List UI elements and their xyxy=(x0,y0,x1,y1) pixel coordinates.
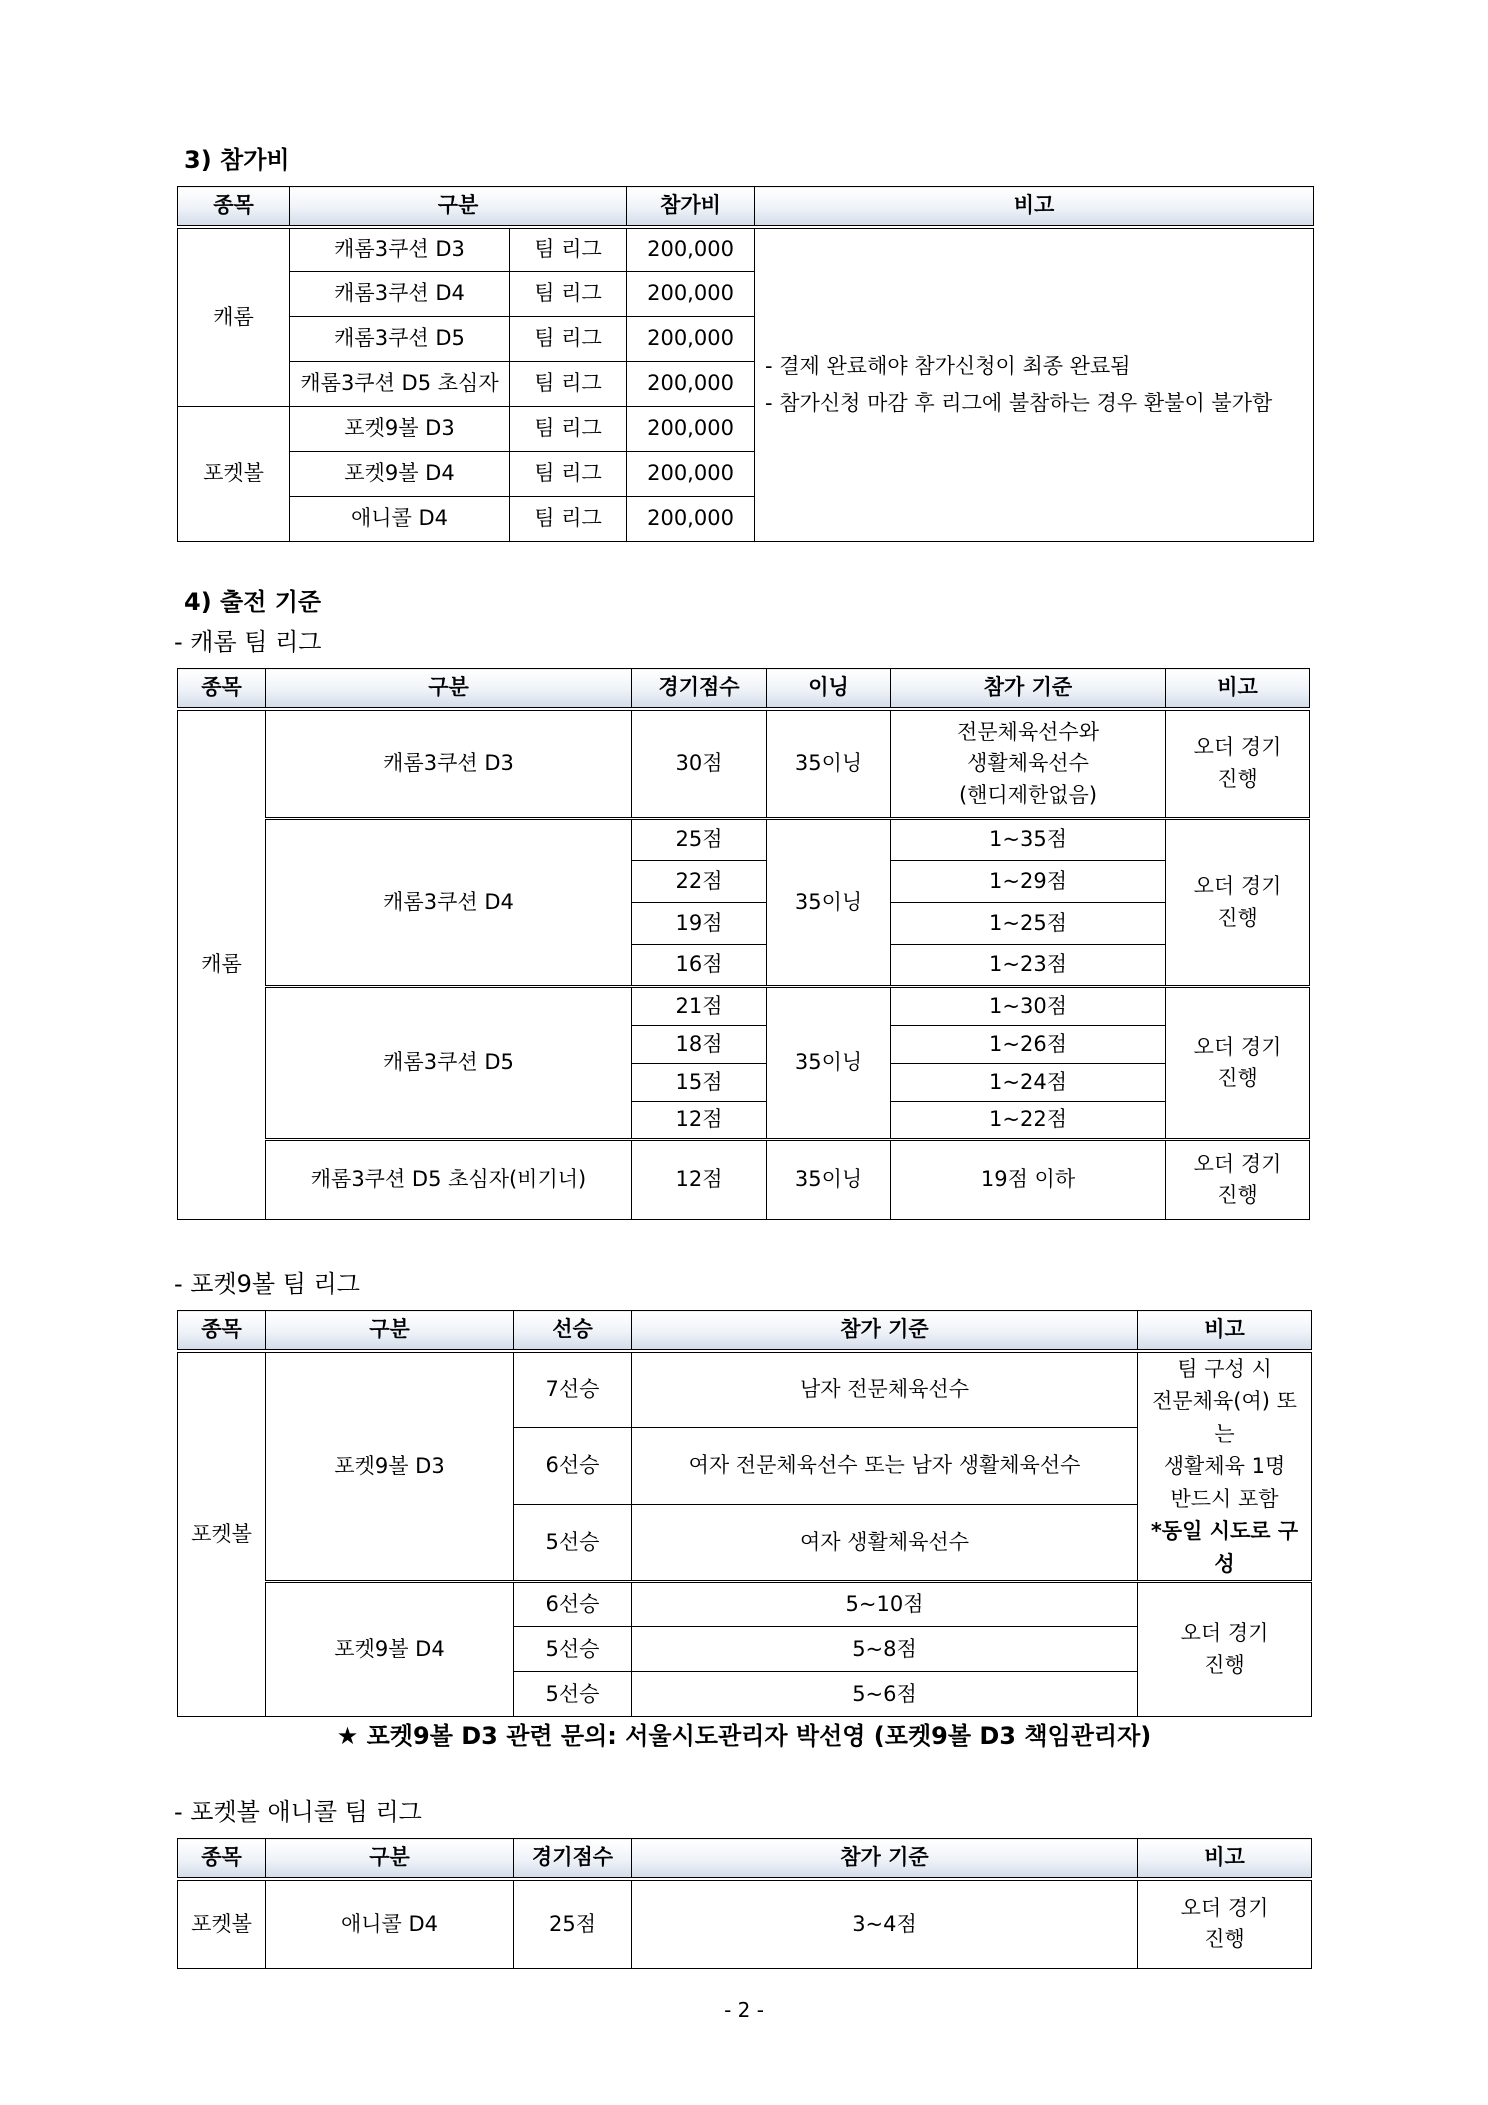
fee-group-pocketball: 포켓볼 xyxy=(178,407,290,542)
pocket9-d3-note xyxy=(1138,1351,1312,1582)
carom-group: 캐롬 xyxy=(178,709,266,1220)
pocket9-d3-wins: 5선승 xyxy=(514,1505,632,1582)
pocket9-d4-wins: 5선승 xyxy=(514,1672,632,1717)
carom-d5-score: 18점 xyxy=(632,1026,767,1064)
anycall-criteria: 3~4점 xyxy=(632,1879,1138,1969)
pocket9-d3-note-line: 생활체육 1명 xyxy=(1163,1454,1286,1479)
carom-d4-criteria: 1~25점 xyxy=(891,903,1166,945)
anycall-table xyxy=(177,1838,1312,1969)
anycall-category: 애니콜 D4 xyxy=(266,1879,514,1969)
pocket9-d3-wins: 6선승 xyxy=(514,1428,632,1505)
fee-row-amount: 200,000 xyxy=(627,362,755,407)
anycall-event: 포켓볼 xyxy=(178,1879,266,1969)
carom-d4-inning: 35이닝 xyxy=(767,819,891,987)
fee-row-name: 애니콜 D4 xyxy=(290,497,510,542)
fee-header-event: 종목 xyxy=(178,187,290,227)
carom-beginner-name: 캐롬3쿠션 D5 초심자(비기너) xyxy=(266,1140,632,1220)
pocket9-header-criteria: 참가 기준 xyxy=(632,1311,1138,1351)
carom-d3-criteria-line: 생활체육선수 xyxy=(967,751,1089,775)
fee-row-name: 캐롬3쿠션 D4 xyxy=(290,272,510,317)
pocket9-d3-criteria: 여자 전문체육선수 또는 남자 생활체육선수 xyxy=(632,1428,1138,1505)
pocket9-subheading: - 포켓9볼 팀 리그 xyxy=(174,1270,360,1298)
fee-row-name: 캐롬3쿠션 D5 초심자 xyxy=(290,362,510,407)
fee-heading: 3) 참가비 xyxy=(184,146,290,174)
carom-header-remarks: 비고 xyxy=(1166,669,1310,709)
pocket9-group: 포켓볼 xyxy=(178,1351,266,1717)
anycall-note xyxy=(1138,1879,1312,1969)
carom-header-score: 경기점수 xyxy=(632,669,767,709)
fee-row-name: 포켓9볼 D4 xyxy=(290,452,510,497)
fee-row-type: 팀 리그 xyxy=(510,272,627,317)
carom-header-inning: 이닝 xyxy=(767,669,891,709)
carom-d3-criteria-line: 전문체육선수와 xyxy=(956,719,1099,744)
fee-row-amount: 200,000 xyxy=(627,272,755,317)
carom-beginner-note-line: 진행 xyxy=(1217,1183,1258,1207)
carom-d5-score: 15점 xyxy=(632,1064,767,1102)
carom-table xyxy=(177,668,1310,1220)
carom-d3-note-line: 오더 경기 xyxy=(1193,735,1282,760)
carom-d5-score: 21점 xyxy=(632,987,767,1026)
carom-d4-criteria: 1~23점 xyxy=(891,945,1166,987)
carom-d5-criteria: 1~30점 xyxy=(891,987,1166,1026)
pocket9-d3-criteria: 여자 생활체육선수 xyxy=(632,1505,1138,1582)
pocket9-d4-note-line: 진행 xyxy=(1204,1652,1245,1677)
pocket9-header-remarks: 비고 xyxy=(1138,1311,1312,1351)
fee-row-type: 팀 리그 xyxy=(510,452,627,497)
carom-d4-criteria: 1~29점 xyxy=(891,861,1166,903)
pocket9-d4-criteria: 5~10점 xyxy=(632,1582,1138,1627)
pocket9-header-wins: 선승 xyxy=(514,1311,632,1351)
carom-beginner-note xyxy=(1166,1140,1310,1220)
fee-note-line: - 결제 완료해야 참가신청이 최종 완료됨 xyxy=(765,354,1131,378)
carom-d4-note xyxy=(1166,819,1310,987)
pocket9-d4-wins: 5선승 xyxy=(514,1627,632,1672)
fee-row-name: 캐롬3쿠션 D3 xyxy=(290,227,510,272)
page-number: - 2 - xyxy=(724,1998,764,2022)
carom-d3-name: 캐롬3쿠션 D3 xyxy=(266,709,632,819)
pocket9-d3-note-bold: *동일 시도로 구성 xyxy=(1150,1519,1299,1576)
carom-d5-criteria: 1~22점 xyxy=(891,1102,1166,1140)
carom-beginner-criteria: 19점 이하 xyxy=(891,1140,1166,1220)
pocket9-d3-note-line: 팀 구성 시 xyxy=(1177,1356,1272,1381)
carom-d5-name: 캐롬3쿠션 D5 xyxy=(266,987,632,1140)
pocket9-d3-wins: 7선승 xyxy=(514,1351,632,1428)
anycall-note-line: 진행 xyxy=(1204,1927,1245,1952)
fee-header-fee: 참가비 xyxy=(627,187,755,227)
carom-d4-score: 16점 xyxy=(632,945,767,987)
carom-header-event: 종목 xyxy=(178,669,266,709)
pocket9-d4-name: 포켓9볼 D4 xyxy=(266,1582,514,1717)
carom-d3-score: 30점 xyxy=(632,709,767,819)
carom-d3-note xyxy=(1166,709,1310,819)
carom-d5-score: 12점 xyxy=(632,1102,767,1140)
pocket9-d3-criteria: 남자 전문체육선수 xyxy=(632,1351,1138,1428)
fee-row-amount: 200,000 xyxy=(627,497,755,542)
fee-row-amount: 200,000 xyxy=(627,227,755,272)
carom-d3-criteria-line: (핸디제한없음) xyxy=(958,782,1098,807)
pocket9-header-event: 종목 xyxy=(178,1311,266,1351)
carom-beginner-score: 12점 xyxy=(632,1140,767,1220)
fee-row-name: 캐롬3쿠션 D5 xyxy=(290,317,510,362)
fee-row-type: 팀 리그 xyxy=(510,227,627,272)
pocket9-header-category: 구분 xyxy=(266,1311,514,1351)
carom-d5-criteria: 1~26점 xyxy=(891,1026,1166,1064)
fee-note-line: - 참가신청 마감 후 리그에 불참하는 경우 환불이 불가함 xyxy=(765,390,1273,415)
fee-row-name: 포켓9볼 D3 xyxy=(290,407,510,452)
pocket9-d4-criteria: 5~8점 xyxy=(632,1627,1138,1672)
anycall-header-criteria: 참가 기준 xyxy=(632,1839,1138,1879)
fee-header-remarks: 비고 xyxy=(755,187,1314,227)
carom-subheading: - 캐롬 팀 리그 xyxy=(174,628,322,656)
anycall-note-line: 오더 경기 xyxy=(1180,1895,1269,1920)
carom-d5-inning: 35이닝 xyxy=(767,987,891,1140)
carom-beginner-note-line: 오더 경기 xyxy=(1193,1151,1282,1176)
pocket9-d3-note-line: 반드시 포함 xyxy=(1170,1486,1279,1511)
fee-row-amount: 200,000 xyxy=(627,407,755,452)
fee-group-carom: 캐롬 xyxy=(178,227,290,407)
anycall-header-event: 종목 xyxy=(178,1839,266,1879)
fee-header-category: 구분 xyxy=(290,187,627,227)
carom-d5-note xyxy=(1166,987,1310,1140)
carom-d3-inning: 35이닝 xyxy=(767,709,891,819)
carom-d4-note-line: 진행 xyxy=(1217,905,1258,930)
fee-row-amount: 200,000 xyxy=(627,452,755,497)
carom-d4-name: 캐롬3쿠션 D4 xyxy=(266,819,632,987)
inquiry-note: ★ 포켓9볼 D3 관련 문의: 서울시도관리자 박선영 (포켓9볼 D3 책임관리자) xyxy=(336,1722,1152,1750)
carom-d5-note-line: 오더 경기 xyxy=(1193,1034,1282,1059)
carom-d4-score: 19점 xyxy=(632,903,767,945)
pocket9-d4-note-line: 오더 경기 xyxy=(1180,1621,1269,1646)
carom-d4-score: 22점 xyxy=(632,861,767,903)
carom-d5-criteria: 1~24점 xyxy=(891,1064,1166,1102)
fee-row-type: 팀 리그 xyxy=(510,362,627,407)
fee-row-type: 팀 리그 xyxy=(510,497,627,542)
carom-beginner-inning: 35이닝 xyxy=(767,1140,891,1220)
pocket9-d4-wins: 6선승 xyxy=(514,1582,632,1627)
pocket9-d4-criteria: 5~6점 xyxy=(632,1672,1138,1717)
anycall-header-remarks: 비고 xyxy=(1138,1839,1312,1879)
anycall-subheading: - 포켓볼 애니콜 팀 리그 xyxy=(174,1798,422,1826)
carom-d4-note-line: 오더 경기 xyxy=(1193,874,1282,898)
fee-remarks xyxy=(755,227,1314,542)
carom-d3-criteria xyxy=(891,709,1166,819)
anycall-header-score: 경기점수 xyxy=(514,1839,632,1879)
pocket9-d4-note xyxy=(1138,1582,1312,1717)
carom-d4-criteria: 1~35점 xyxy=(891,819,1166,861)
pocket9-d3-name: 포켓9볼 D3 xyxy=(266,1351,514,1582)
entry-heading: 4) 출전 기준 xyxy=(184,588,322,616)
fee-table xyxy=(177,186,1314,542)
carom-d4-score: 25점 xyxy=(632,819,767,861)
anycall-header-category: 구분 xyxy=(266,1839,514,1879)
fee-row-type: 팀 리그 xyxy=(510,317,627,362)
carom-header-criteria: 참가 기준 xyxy=(891,669,1166,709)
carom-d5-note-line: 진행 xyxy=(1217,1066,1258,1090)
fee-row-amount: 200,000 xyxy=(627,317,755,362)
pocket9-d3-note-line: 전문체육(여) 또는 xyxy=(1152,1389,1297,1446)
pocket9-table xyxy=(177,1310,1312,1717)
fee-row-type: 팀 리그 xyxy=(510,407,627,452)
carom-header-category: 구분 xyxy=(266,669,632,709)
anycall-score: 25점 xyxy=(514,1879,632,1969)
carom-d3-note-line: 진행 xyxy=(1217,766,1258,791)
